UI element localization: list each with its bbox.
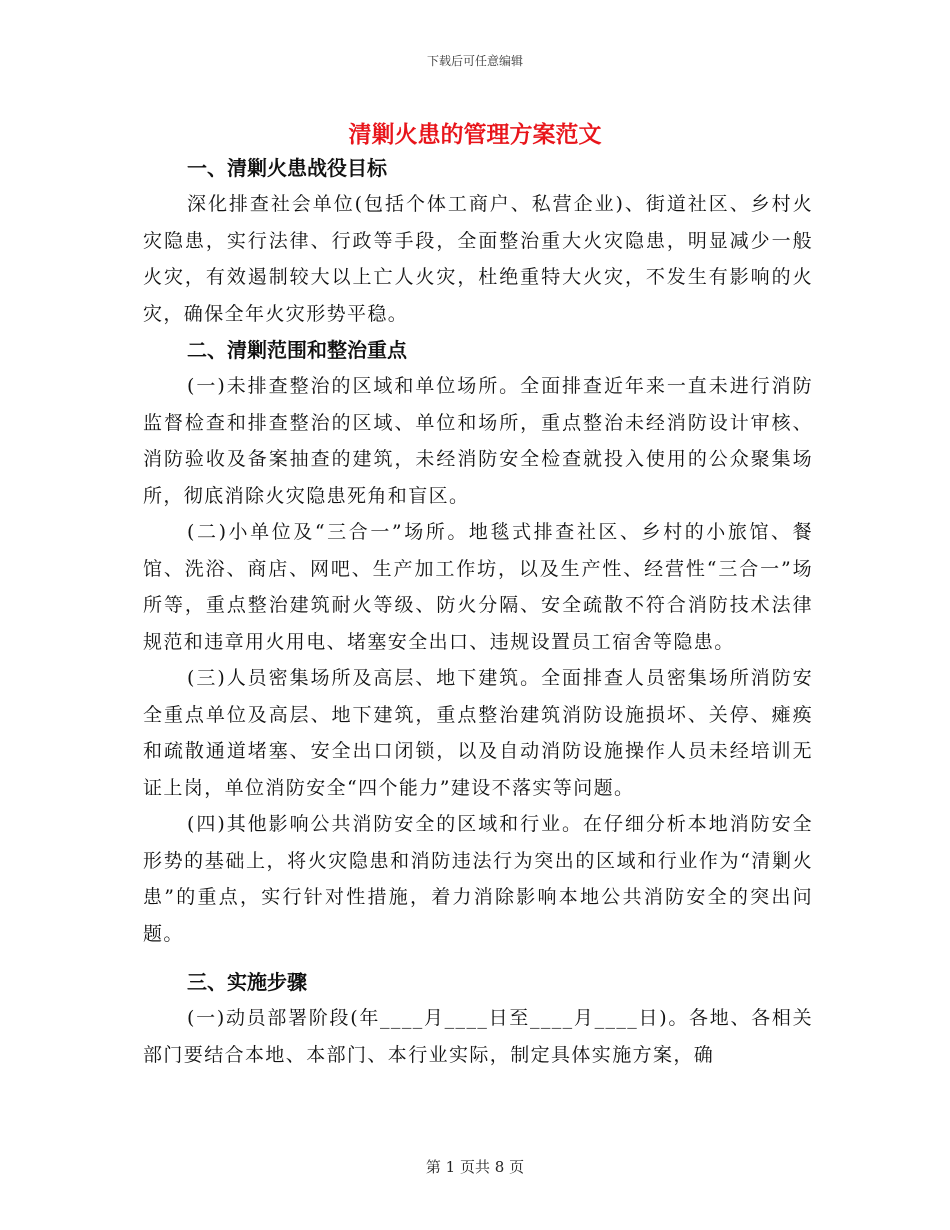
paragraph: 深化排查社会单位(包括个体工商户、私营企业)、街道社区、乡村火灾隐患，实行法律、行政等手段，全面整治重大火灾隐患，明显减少一般火灾，有效遏制较大以上亡人火灾，杜绝重特大火灾，不发生有影响的火灾，确保全年火灾形势平稳。 [143, 193, 813, 325]
paragraph: (一)未排查整治的区域和单位场所。全面排查近年来一直未进行消防监督检查和排查整治的区域、单位和场所，重点整治未经消防设计审核、消防验收及备案抽查的建筑，未经消防安全检查就投入使用的公众聚集场所，彻底消除火灾隐患死角和盲区。 [143, 375, 813, 507]
document-title: 清剿火患的管理方案范文 [348, 121, 602, 148]
paragraph: (四)其他影响公共消防安全的区域和行业。在仔细分析本地消防安全形势的基础上，将火灾隐患和消防违法行为突出的区域和行业作为“清剿火患”的重点，实行针对性措施，着力消除影响本地公共消防安全的突出问题。 [143, 813, 813, 945]
paragraph: (一)动员部署阶段(年____月____日至____月____日)。各地、各相关部门要结合本地、本部门、本行业实际，制定具体实施方案，确 [143, 1007, 813, 1066]
paragraph: (三)人员密集场所及高层、地下建筑。全面排查人员密集场所消防安全重点单位及高层、地下建筑，重点整治建筑消防设施损坏、关停、瘫痪和疏散通道堵塞、安全出口闭锁，以及自动消防设施操作人员未经培训无证上岗，单位消防安全“四个能力”建设不落实等问题。 [143, 667, 813, 799]
paragraph: (二)小单位及“三合一”场所。地毯式排查社区、乡村的小旅馆、餐馆、洗浴、商店、网吧、生产加工作坊，以及生产性、经营性“三合一”场所等，重点整治建筑耐火等级、防火分隔、安全疏散不符合消防技术法律规范和违章用火用电、堵塞安全出口、违规设置员工宿舍等隐患。 [143, 521, 813, 653]
document-body [143, 150, 813, 1073]
page-header: 下载后可任意编辑 [426, 54, 523, 68]
page-footer: 第 1 页共 8 页 [425, 1158, 525, 1176]
section-heading-3: 三、实施步骤 [187, 970, 307, 994]
section-heading-2: 二、清剿范围和整治重点 [187, 338, 407, 362]
section-heading-1: 一、清剿火患战役目标 [187, 156, 387, 180]
